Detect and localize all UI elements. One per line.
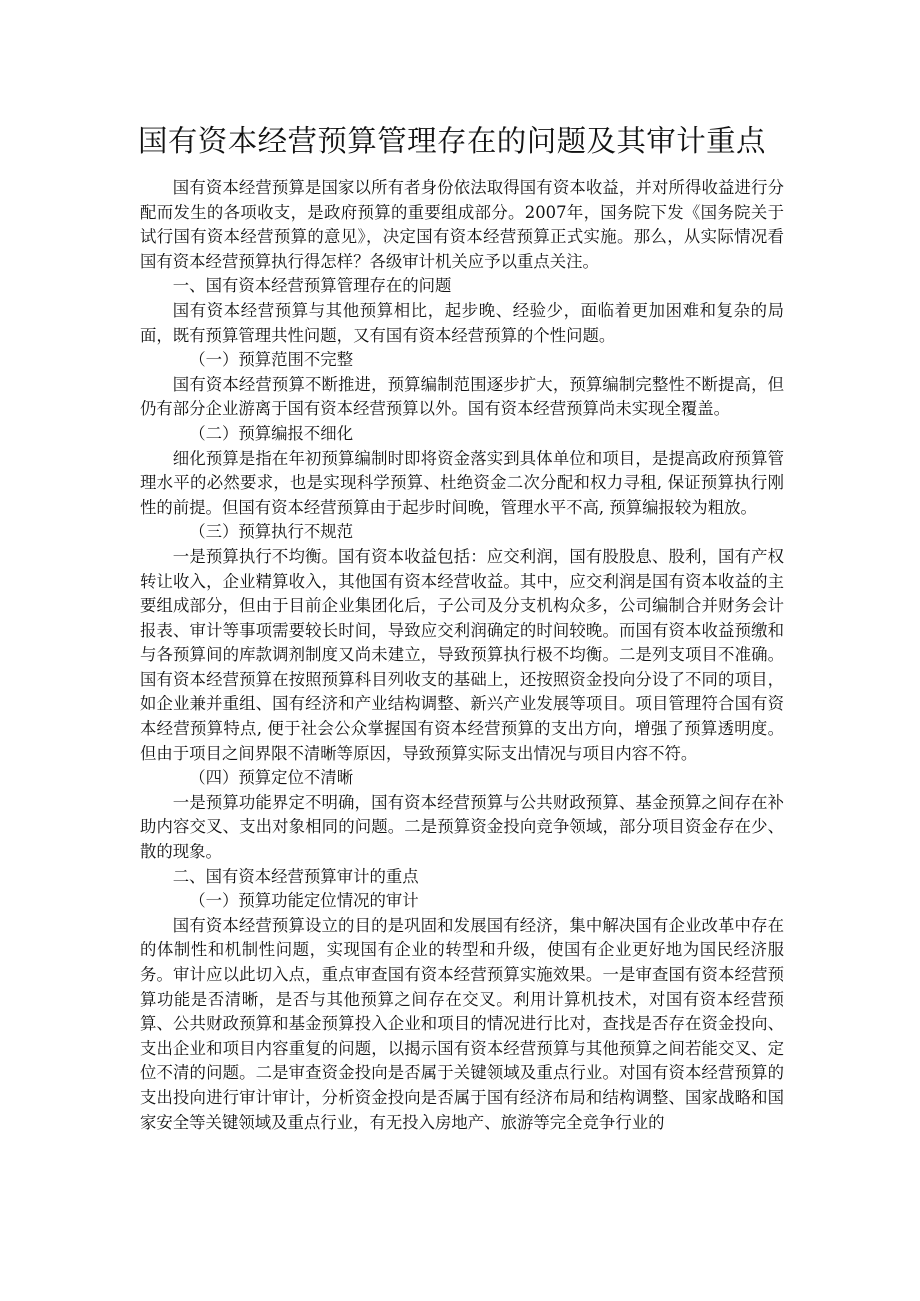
subsection-heading: （一）预算功能定位情况的审计: [189, 891, 419, 911]
section-heading-1: 一、国有资本经营预算管理存在的问题: [172, 276, 452, 296]
document-body: [140, 176, 784, 1135]
subsection-heading: （四）预算定位不清晰: [189, 768, 354, 788]
section-heading-2: 二、国有资本经营预算审计的重点: [172, 866, 419, 886]
subsection-heading: （一）预算范围不完整: [189, 350, 354, 370]
paragraph-intro: 国有资本经营预算是国家以所有者身份依法取得国有资本收益，并对所得收益进行分配而发生的各项收支，是政府预算的重要组成部分。2007年，国务院下发《国务院关于试行国有资本经营预算的意见》，决定国有资本经营预算正式实施。那么，从实际情况看国有资本经营预算执行得怎样？各级审计机关应予以重点关注。: [140, 178, 784, 271]
paragraph: 一是预算执行不均衡。国有资本收益包括：应交利润，国有股股息、股利，国有产权转让收入，企业精算收入，其他国有资本经营收益。其中，应交利润是国有资本收益的主要组成部分，但由于目前企业集团化后，子公司及分支机构众多，公司编制合并财务会计报表、审计等事项需要较长时间，导致应交利润确定的时间较晚。而国有资本收益预缴和与各预算间的库款调剂制度又尚未建立，导致预算执行极不均衡。二是列支项目不准确。国有资本经营预算在按照预算科目列收支的基础上，还按照资金投向分设了不同的项目，如企业兼并重组、国有经济和产业结构调整、新兴产业发展等项目。项目管理符合国有资本经营预算特点, 便于社会公众掌握国有资本经营预算的支出方向，增强了预算透明度。但由于项目之间界限不清晰等原因，导致预算实际支出情况与项目内容不符。: [140, 546, 784, 763]
document-title: 国有资本经营预算管理存在的问题及其审计重点: [138, 124, 766, 158]
paragraph: 国有资本经营预算不断推进，预算编制范围逐步扩大，预算编制完整性不断提高，但仍有部分企业游离于国有资本经营预算以外。国有资本经营预算尚未实现全覆盖。: [140, 374, 784, 419]
paragraph: 国有资本经营预算与其他预算相比，起步晚、经验少，面临着更加困难和复杂的局面，既有预算管理共性问题，又有国有资本经营预算的个性问题。: [140, 300, 784, 345]
subsection-heading: （二）预算编报不细化: [189, 423, 354, 443]
subsection-heading: （三）预算执行不规范: [189, 522, 354, 542]
paragraph: 细化预算是指在年初预算编制时即将资金落实到具体单位和项目，是提高政府预算管理水平的必然要求，也是实现科学预算、杜绝资金二次分配和权力寻租, 保证预算执行刚性的前提。但国有资本经营预算由于起步时间晚，管理水平不高, 预算编报较为粗放。: [140, 448, 784, 517]
paragraph: 一是预算功能界定不明确，国有资本经营预算与公共财政预算、基金预算之间存在补助内容交叉、支出对象相同的问题。二是预算资金投向竞争领域，部分项目资金存在少、散的现象。: [140, 792, 784, 862]
paragraph: 国有资本经营预算设立的目的是巩固和发展国有经济，集中解决国有企业改革中存在的体制性和机制性问题，实现国有企业的转型和升级，使国有企业更好地为国民经济服务。审计应以此切入点，重点审查国有资本经营预算实施效果。一是审查国有资本经营预算功能是否清晰，是否与其他预算之间存在交叉。利用计算机技术，对国有资本经营预算、公共财政预算和基金预算投入企业和项目的情况进行比对，查找是否存在资金投向、支出企业和项目内容重复的问题，以揭示国有资本经营预算与其他预算之间若能交叉、定位不清的问题。二是审查资金投向是否属于关键领域及重点行业。对国有资本经营预算的支出投向进行审计审计，分析资金投向是否属于国有经济布局和结构调整、国家战略和国家安全等关键领域及重点行业，有无投入房地产、旅游等完全竞争行业的: [140, 915, 784, 1132]
